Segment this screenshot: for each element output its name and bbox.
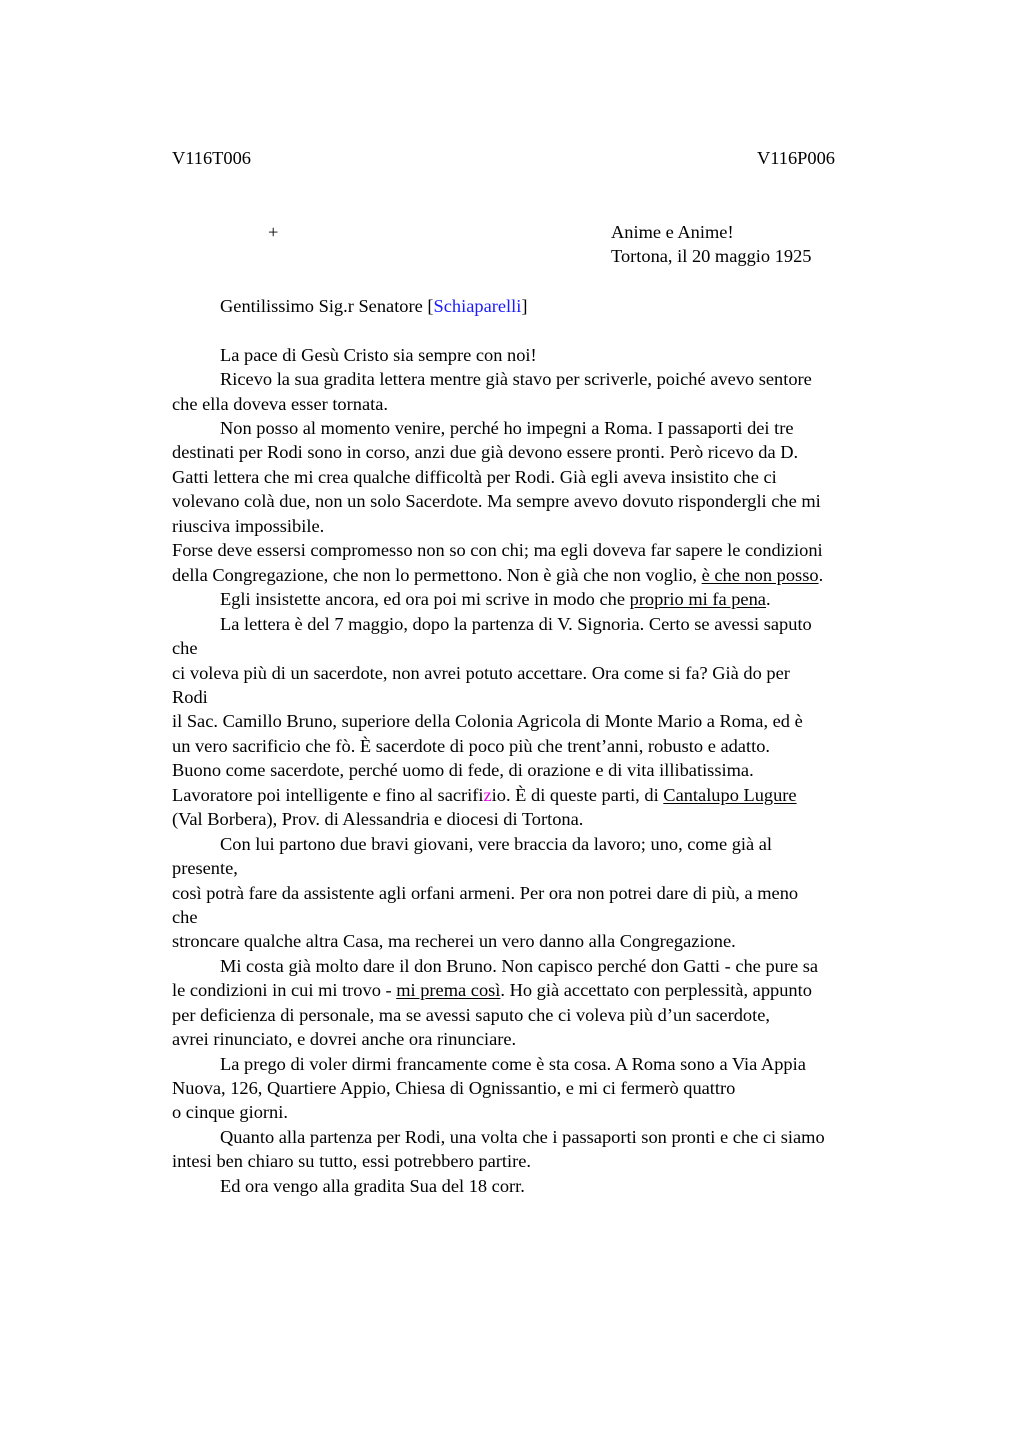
body-line — [172, 783, 797, 807]
body-line: stroncare qualche altra Casa, ma recherei un vero danno alla Congregazione. — [172, 931, 736, 951]
body-text: io. È di queste parti, di — [491, 785, 664, 805]
body-line: Nuova, 126, Quartiere Appio, Chiesa di Ognissantio, e mi ci fermerò quattro — [172, 1078, 736, 1098]
salutation-name-link[interactable]: Schiaparelli — [433, 296, 522, 316]
body-line: che — [172, 907, 198, 927]
salutation-text: Gentilissimo Sig.r Senatore [ — [220, 296, 434, 316]
body-line — [172, 978, 812, 1002]
salutation-close: ] — [521, 296, 528, 316]
body-text: . — [818, 565, 824, 585]
underlined-phrase: proprio mi fa pena — [629, 589, 766, 609]
body-line: o cinque giorni. — [172, 1102, 288, 1122]
body-line: Rodi — [172, 687, 208, 707]
place-date: Tortona, il 20 maggio 1925 — [611, 246, 812, 266]
body-line: Forse deve essersi compromesso non so con chi; ma egli doveva far sapere le condizioni — [172, 540, 823, 560]
body-line: riusciva impossibile. — [172, 516, 325, 536]
document-code-left: V116T006 — [172, 148, 252, 168]
motto: Anime e Anime! — [611, 222, 734, 242]
body-text: . — [765, 589, 771, 609]
salutation — [220, 294, 527, 318]
body-line: La pace di Gesù Cristo sia sempre con noi! — [220, 345, 537, 365]
body-text: . Ho già accettato con perplessità, appunto — [500, 980, 812, 1000]
body-line: presente, — [172, 858, 238, 878]
underlined-place: Cantalupo Lugure — [663, 785, 797, 805]
body-line: (Val Borbera), Prov. di Alessandria e diocesi di Tortona. — [172, 809, 584, 829]
body-text: della Congregazione, che non lo permettono. Non è già che non voglio, — [172, 565, 702, 585]
cross-symbol: + — [268, 222, 279, 242]
body-line — [172, 563, 823, 587]
body-line: Non posso al momento venire, perché ho impegni a Roma. I passaporti dei tre — [220, 418, 794, 438]
body-line: destinati per Rodi sono in corso, anzi due già devono essere pronti. Però ricevo da D. — [172, 442, 799, 462]
body-line: per deficienza di personale, ma se avessi saputo che ci voleva più d’un sacerdote, — [172, 1005, 770, 1025]
body-line: ci voleva più di un sacerdote, non avrei potuto accettare. Ora come si fa? Già do per — [172, 663, 790, 683]
body-text: Lavoratore poi intelligente e fino al sacrifi — [172, 785, 484, 805]
body-line: un vero sacrificio che fò. È sacerdote di poco più che trent’anni, robusto e adatto. — [172, 736, 770, 756]
body-line: così potrà fare da assistente agli orfani armeni. Per ora non potrei dare di più, a meno — [172, 883, 799, 903]
body-line: Mi costa già molto dare il don Bruno. Non capisco perché don Gatti - che pure sa — [220, 956, 819, 976]
highlighted-letter: z — [483, 785, 492, 805]
body-line: La lettera è del 7 maggio, dopo la partenza di V. Signoria. Certo se avessi saputo — [220, 614, 812, 634]
body-line — [220, 587, 771, 611]
body-line: avrei rinunciato, e dovrei anche ora rinunciare. — [172, 1029, 517, 1049]
body-line: La prego di voler dirmi francamente come è sta cosa. A Roma sono a Via Appia — [220, 1054, 806, 1074]
body-line: intesi ben chiaro su tutto, essi potrebbero partire. — [172, 1151, 532, 1171]
body-line: Gatti lettera che mi crea qualche difficoltà per Rodi. Già egli aveva insistito che ci — [172, 467, 777, 487]
body-line: Ed ora vengo alla gradita Sua del 18 corr. — [220, 1176, 525, 1196]
body-line: il Sac. Camillo Bruno, superiore della Colonia Agricola di Monte Mario a Roma, ed è — [172, 711, 803, 731]
body-text: Egli insistette ancora, ed ora poi mi scrive in modo che — [220, 589, 630, 609]
body-line: che — [172, 638, 198, 658]
underlined-phrase: mi prema così — [396, 980, 501, 1000]
body-line: Con lui partono due bravi giovani, vere braccia da lavoro; uno, come già al — [220, 834, 773, 854]
body-line: volevano colà due, non un solo Sacerdote. Ma sempre avevo dovuto rispondergli che mi — [172, 491, 821, 511]
underlined-phrase: è che non posso — [701, 565, 819, 585]
body-line: Quanto alla partenza per Rodi, una volta che i passaporti son pronti e che ci siamo — [220, 1127, 825, 1147]
body-text: le condizioni in cui mi trovo - — [172, 980, 397, 1000]
body-line: Ricevo la sua gradita lettera mentre già stavo per scriverle, poiché avevo sentore — [220, 369, 812, 389]
body-line: che ella doveva esser tornata. — [172, 394, 388, 414]
body-line: Buono come sacerdote, perché uomo di fede, di orazione e di vita illibatissima. — [172, 760, 754, 780]
document-code-right: V116P006 — [757, 148, 835, 168]
